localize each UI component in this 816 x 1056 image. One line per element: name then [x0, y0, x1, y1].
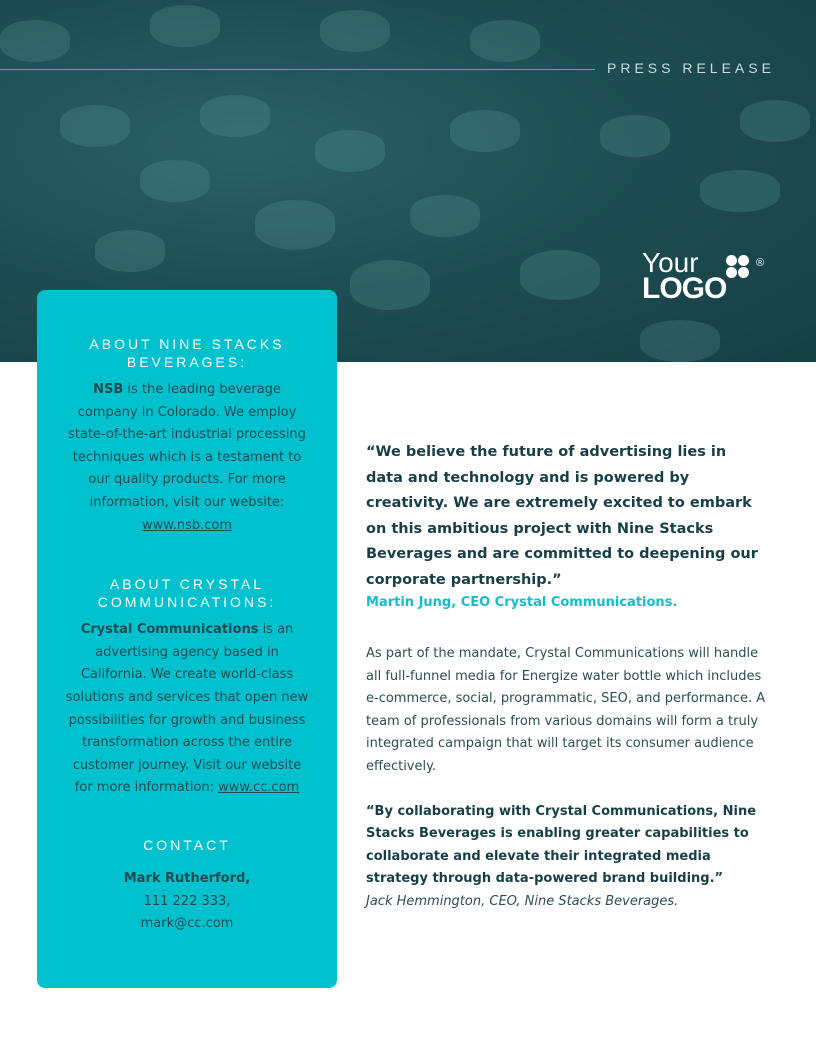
- about-cc-text: Crystal Communications is an advertising agency based in California. We create world-class solutions and services that open new possibilities for growth and business transformation across the entire customer journey. Visit our website for more information: www.cc.com: [65, 622, 309, 796]
- header-rule: [0, 69, 595, 70]
- quote-1: “We believe the future of advertising lies in data and technology and is powered by creativity. We are extremely excited to embark on this ambitious project with Nine Stacks Beverages and are committed to deepening our corporate partnership.”: [366, 444, 758, 588]
- quote-1-attribution: Martin Jung, CEO Crystal Communications.: [366, 595, 678, 610]
- contact-heading: CONTACT: [143, 836, 231, 853]
- body-paragraph: As part of the mandate, Crystal Communications will handle all full-funnel media for Energize water bottle which includes e-commerce, social, programmatic, SEO, and performance. A team of professionals from various domains will form a truly integrated campaign that will target its consumer audience effectively.: [366, 646, 766, 774]
- contact-email[interactable]: mark@cc.com: [140, 916, 234, 932]
- nsb-link[interactable]: www.nsb.com: [142, 517, 232, 533]
- quote-2: “By collaborating with Crystal Communications, Nine Stacks Beverages is enabling greater capabilities to collaborate and elevate their integrated media strategy through data-powered brand building.”: [366, 803, 757, 887]
- quote-2-attribution: Jack Hemmington, CEO, Nine Stacks Beverages.: [366, 893, 679, 909]
- about-cc-heading: ABOUT CRYSTAL COMMUNICATIONS:: [97, 576, 277, 611]
- clover-icon: [726, 255, 750, 279]
- about-nsb-text: NSB is the leading beverage company in Colorado. We employ state-of-the-art industrial processing techniques which is a testament to our quality products. For more information, visit our website: www.nsb.com: [68, 382, 306, 533]
- about-nsb-heading: ABOUT NINE STACKS BEVERAGES:: [89, 336, 285, 370]
- company-logo: Your LOGO ®: [642, 247, 765, 305]
- sidebar-panel: [37, 290, 337, 988]
- cc-link[interactable]: www.cc.com: [218, 780, 300, 796]
- contact-info: [63, 868, 311, 936]
- press-release-label: PRESS RELEASE: [607, 60, 775, 76]
- contact-name: Mark Rutherford,: [123, 870, 251, 886]
- contact-phone: 111 222 333,: [143, 893, 231, 909]
- main-content: [366, 440, 766, 913]
